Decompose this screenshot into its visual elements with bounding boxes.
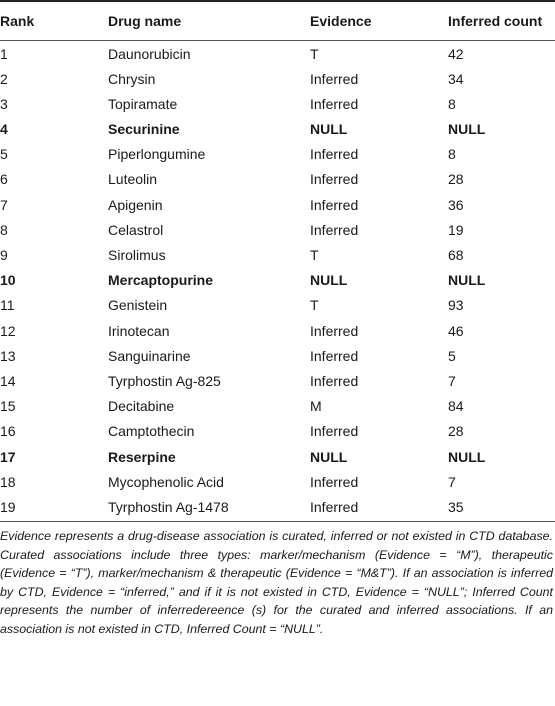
inferred-count-cell: 8 xyxy=(448,95,456,112)
evidence-cell: T xyxy=(310,247,319,263)
rank-cell: 9 xyxy=(0,247,8,263)
rank-cell: 17 xyxy=(0,448,16,465)
drug-name-cell: Sirolimus xyxy=(108,247,166,263)
drug-name-cell: Celastrol xyxy=(108,221,164,238)
drug-name-cell: Reserpine xyxy=(108,448,176,465)
table-row xyxy=(0,343,555,368)
inferred-count-cell: 34 xyxy=(448,70,464,87)
drug-name-cell: Luteolin xyxy=(108,171,158,188)
table-row xyxy=(0,268,555,293)
table-row xyxy=(0,318,555,343)
evidence-cell: Inferred xyxy=(310,498,359,515)
rank-cell: 12 xyxy=(0,322,16,339)
inferred-count-cell: 19 xyxy=(448,221,464,238)
rank-cell: 7 xyxy=(0,196,8,213)
inferred-count-cell: 8 xyxy=(448,146,456,163)
header-rank: Rank xyxy=(0,13,35,29)
drug-name-cell: Securinine xyxy=(108,121,180,138)
table-header-row xyxy=(0,2,555,40)
table-row xyxy=(0,469,555,494)
header-drug-name: Drug name xyxy=(108,13,182,29)
table-row xyxy=(0,419,555,444)
rank-cell: 2 xyxy=(0,70,8,87)
evidence-cell: Inferred xyxy=(310,322,359,339)
inferred-count-cell: 7 xyxy=(448,473,456,490)
table-row xyxy=(0,444,555,469)
rank-cell: 10 xyxy=(0,272,16,289)
drug-name-cell: Decitabine xyxy=(108,398,175,415)
inferred-count-cell: 28 xyxy=(448,171,464,188)
table-row xyxy=(0,494,555,519)
rank-cell: 6 xyxy=(0,171,8,188)
inferred-count-cell: NULL xyxy=(448,448,486,465)
drug-name-cell: Chrysin xyxy=(108,70,156,87)
drug-name-cell: Mercaptopurine xyxy=(108,272,214,289)
evidence-cell: NULL xyxy=(310,272,348,289)
inferred-count-cell: 35 xyxy=(448,498,464,515)
drug-name-cell: Sanguinarine xyxy=(108,347,191,364)
rank-cell: 1 xyxy=(0,45,8,62)
rank-cell: 15 xyxy=(0,398,16,415)
drug-name-cell: Irinotecan xyxy=(108,322,170,339)
header-inferred-count: Inferred count xyxy=(448,13,543,29)
rank-cell: 3 xyxy=(0,95,8,112)
table-row xyxy=(0,117,555,142)
evidence-cell: Inferred xyxy=(310,372,359,389)
evidence-cell: Inferred xyxy=(310,70,359,87)
table-row xyxy=(0,293,555,318)
table-body xyxy=(0,41,555,520)
table-row xyxy=(0,91,555,116)
inferred-count-cell: 93 xyxy=(448,297,464,314)
table-row xyxy=(0,368,555,393)
inferred-count-cell: 46 xyxy=(448,322,464,339)
inferred-count-cell: NULL xyxy=(448,272,486,289)
inferred-count-cell: 42 xyxy=(448,45,464,62)
drug-name-cell: Piperlongumine xyxy=(108,146,206,163)
rank-cell: 5 xyxy=(0,146,8,163)
drug-name-cell: Camptothecin xyxy=(108,423,195,440)
table-row xyxy=(0,142,555,167)
evidence-cell: T xyxy=(310,45,319,62)
evidence-cell: T xyxy=(310,297,319,314)
evidence-cell: Inferred xyxy=(310,347,359,364)
inferred-count-cell: NULL xyxy=(448,121,486,138)
inferred-count-cell: 7 xyxy=(448,372,456,389)
rank-cell: 19 xyxy=(0,498,16,515)
inferred-count-cell: 5 xyxy=(448,347,456,364)
drug-name-cell: Daunorubicin xyxy=(108,45,191,62)
evidence-cell: Inferred xyxy=(310,423,359,440)
evidence-cell: Inferred xyxy=(310,473,359,490)
evidence-cell: Inferred xyxy=(310,221,359,238)
drug-name-cell: Apigenin xyxy=(108,196,163,213)
table-row xyxy=(0,167,555,192)
rank-cell: 18 xyxy=(0,473,16,490)
drug-name-cell: Genistein xyxy=(108,297,168,314)
rank-cell: 4 xyxy=(0,121,8,138)
inferred-count-cell: 84 xyxy=(448,398,464,415)
rank-cell: 11 xyxy=(0,297,15,314)
inferred-count-cell: 28 xyxy=(448,423,464,440)
evidence-cell: M xyxy=(310,398,322,415)
drug-name-cell: Mycophenolic Acid xyxy=(108,473,224,490)
evidence-cell: NULL xyxy=(310,121,348,138)
inferred-count-cell: 36 xyxy=(448,196,464,213)
table-footnote: Evidence represents a drug-disease association is curated, inferred or not existed in CTD database. Curated associations include three types: marker/mechanism (Evidence = “M”), therapeutic (Evidence = “T”), marker/mechanism & therapeutic (Evidence = “M&T”). If an association is inferred by CTD, Evidence = “inferred,” and if it is not existed in CTD, Evidence = “NULL”; Inferred Count represents the number of inferredereence (s) for the curated and inferred associations. If an association is not existed in CTD, Inferred Count = “NULL”. xyxy=(0,529,553,636)
evidence-cell: Inferred xyxy=(310,171,359,188)
inferred-count-cell: 68 xyxy=(448,247,464,263)
evidence-cell: Inferred xyxy=(310,146,359,163)
rank-cell: 13 xyxy=(0,347,16,364)
drug-name-cell: Tyrphostin Ag-1478 xyxy=(108,498,229,515)
table-bottom-rule xyxy=(0,521,555,522)
rank-cell: 8 xyxy=(0,221,8,238)
drug-name-cell: Topiramate xyxy=(108,95,178,112)
table-row xyxy=(0,394,555,419)
rank-cell: 14 xyxy=(0,372,16,389)
evidence-cell: Inferred xyxy=(310,196,359,213)
rank-cell: 16 xyxy=(0,423,16,440)
table-row xyxy=(0,192,555,217)
drug-name-cell: Tyrphostin Ag-825 xyxy=(108,372,221,389)
header-evidence: Evidence xyxy=(310,13,372,29)
evidence-cell: Inferred xyxy=(310,95,359,112)
table-row xyxy=(0,66,555,91)
evidence-cell: NULL xyxy=(310,448,348,465)
table-row xyxy=(0,243,555,268)
table-row xyxy=(0,41,555,66)
table-row xyxy=(0,217,555,242)
